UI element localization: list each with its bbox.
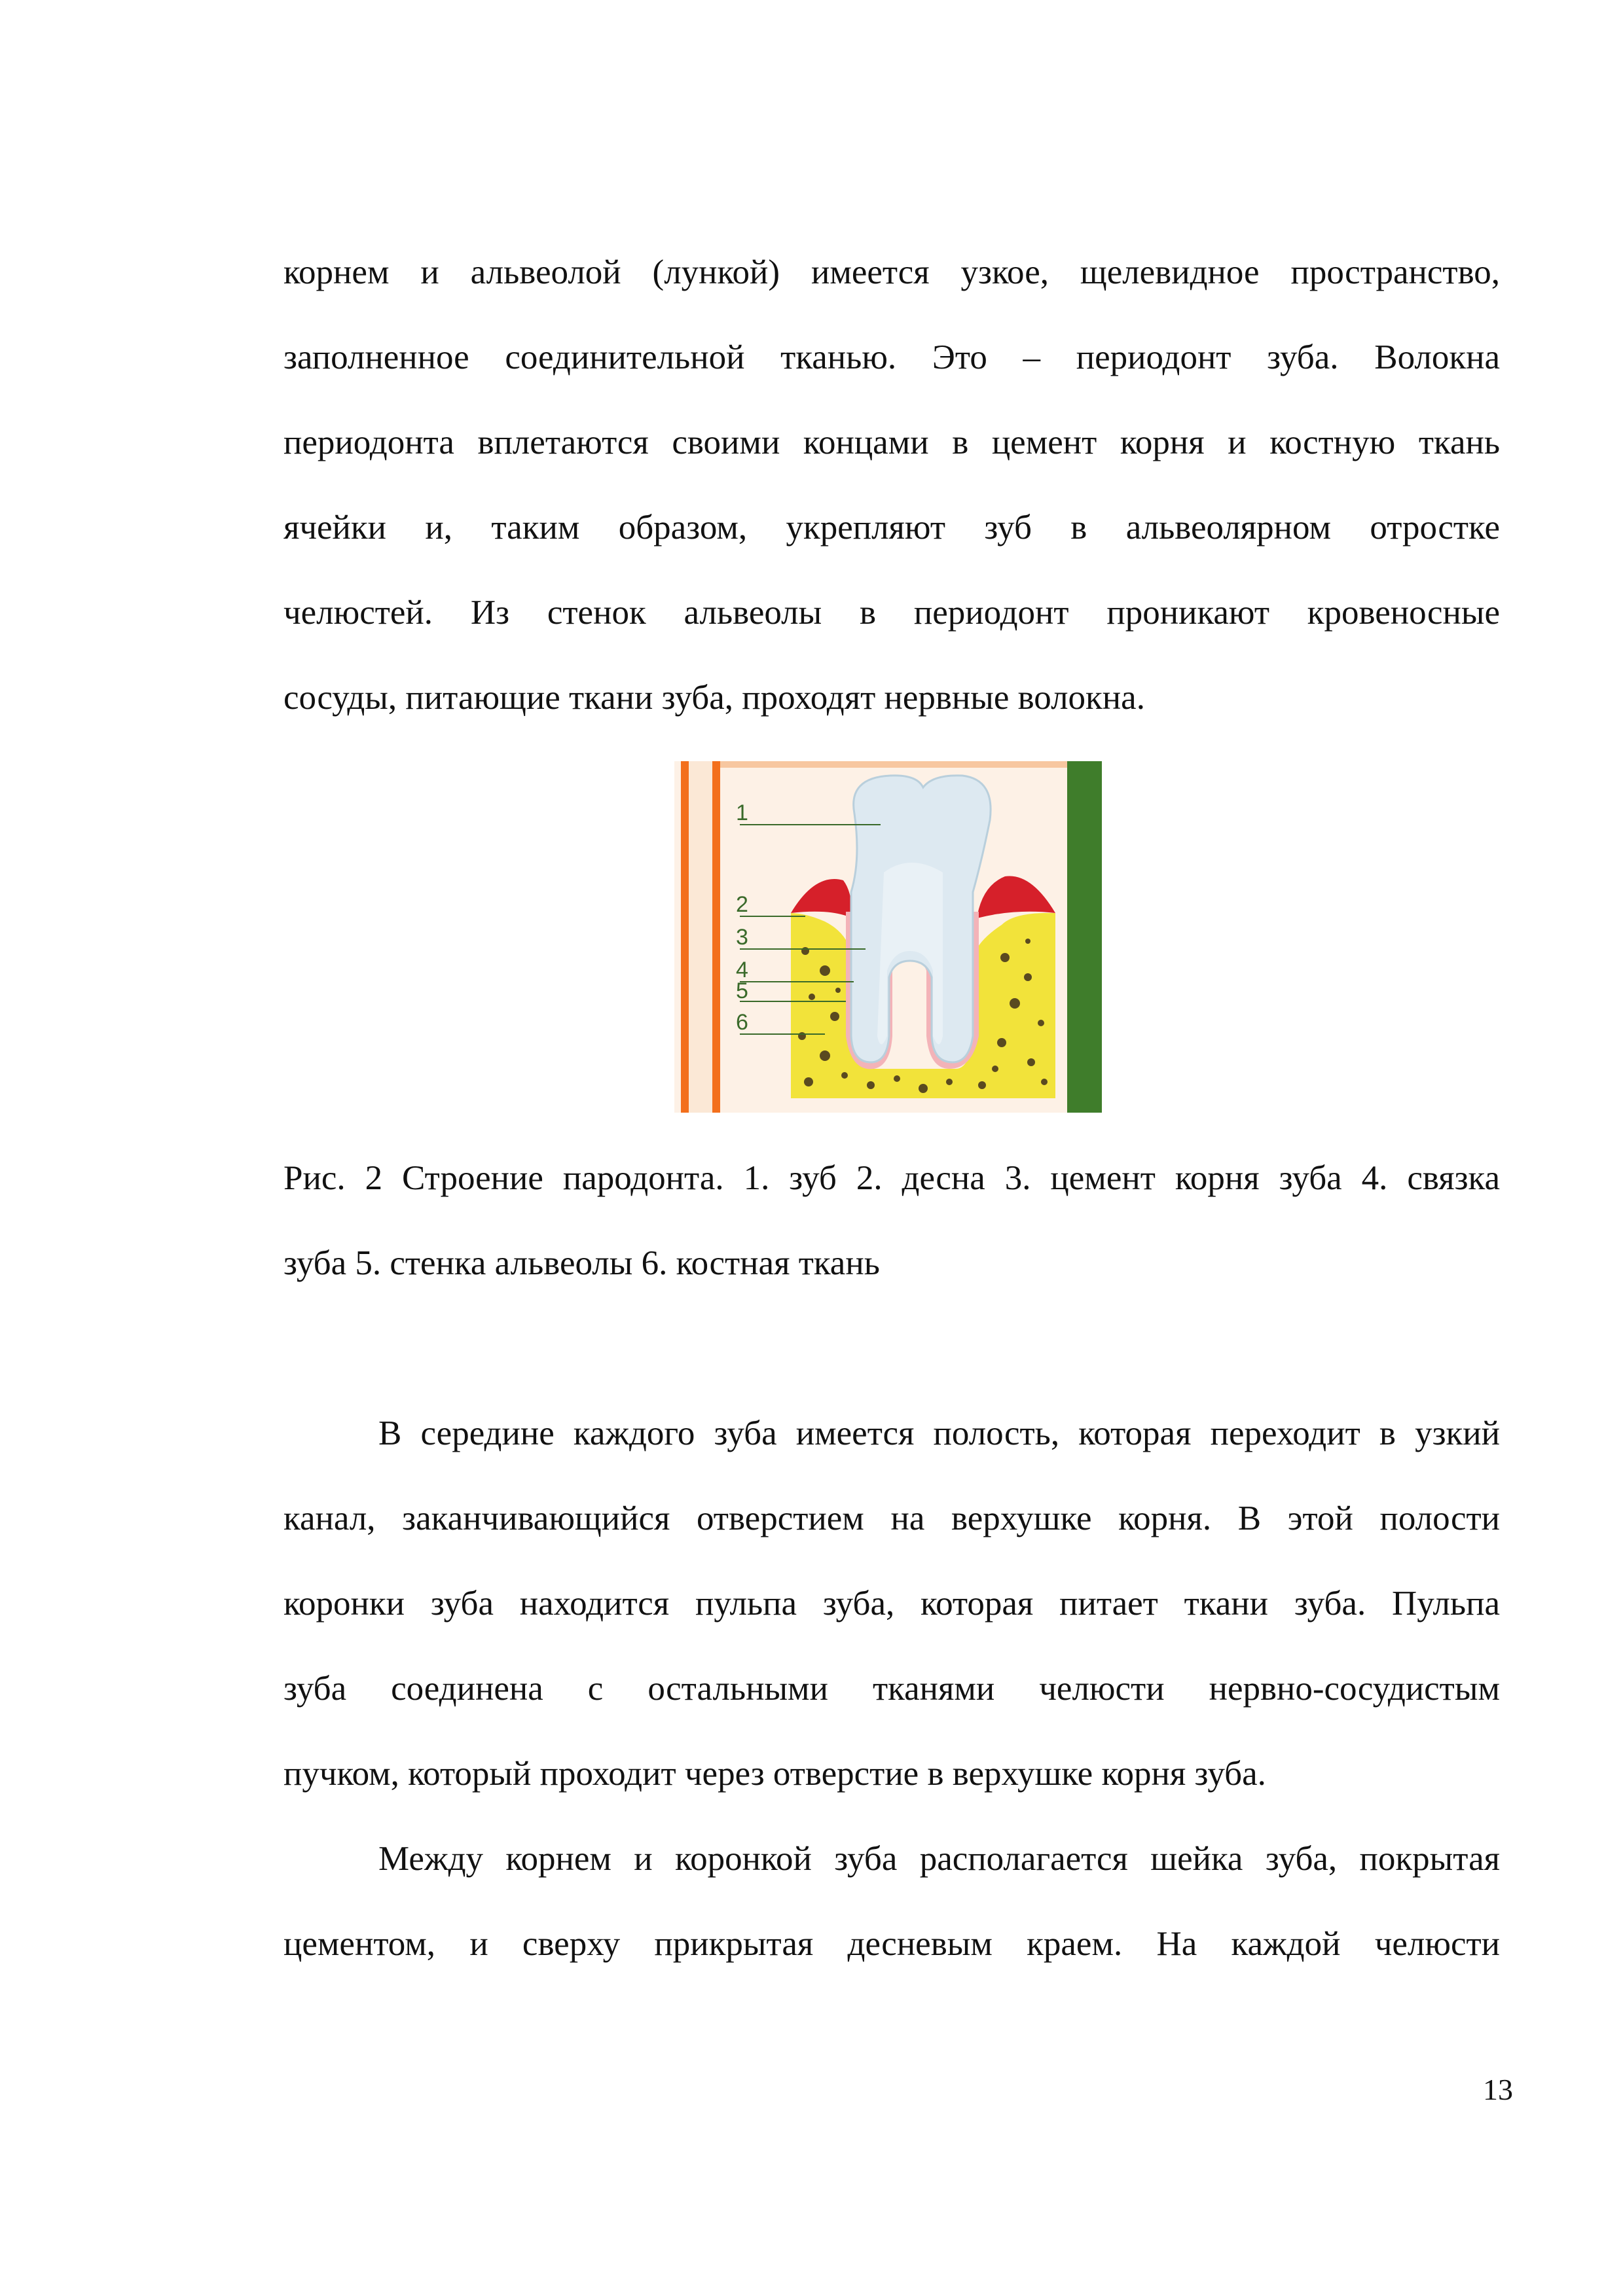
figure-label-5: 5 [736,978,748,1003]
figure-label-1: 1 [736,800,748,825]
text-line: Между корнем и коронкой зуба располагается шейка зуба, покрытая [378,1840,1500,1878]
figure-top-strip [720,761,1067,768]
text-line: зуба соединена с остальными тканями челюсти нервно-сосудистым [283,1670,1500,1708]
text-line: сосуды, питающие ткани зуба, проходят нервные волокна. [283,679,1145,717]
figure-green-border [1067,761,1102,1113]
figure-inner-panel [689,761,712,1113]
text-line: заполненное соединительной тканью. Это – периодонт зуба. Волокна [283,338,1500,376]
figure-label-6: 6 [736,1010,748,1035]
text-line: корнем и альвеолой (лункой) имеется узкое, щелевидное пространство, [283,253,1500,291]
text-line: канал, заканчивающийся отверстием на верхушке корня. В этой полости [283,1499,1500,1537]
caption-line: Рис. 2 Строение пародонта. 1. зуб 2. десна 3. цемент корня зуба 4. связка [283,1159,1500,1197]
page-number: 13 [1483,2073,1513,2106]
figure-label-3: 3 [736,925,748,950]
text-line: периодонта вплетаются своими концами в цемент корня и костную ткань [283,423,1500,461]
periodontium-figure [674,761,1102,1113]
text-line: пучком, который проходит через отверстие в верхушке корня зуба. [283,1755,1266,1793]
text-line: В середине каждого зуба имеется полость, которая переходит в узкий [378,1414,1500,1452]
text-line: челюстей. Из стенок альвеолы в периодонт проникают кровеносные [283,594,1500,632]
text-line: ячейки и, таким образом, укрепляют зуб в альвеолярном отростке [283,509,1500,547]
text-line: коронки зуба находится пульпа зуба, которая питает ткани зуба. Пульпа [283,1585,1500,1623]
figure-label-2: 2 [736,892,748,917]
figure-label-4: 4 [736,958,748,982]
caption-line: зуба 5. стенка альвеолы 6. костная ткань [283,1244,880,1282]
text-line: цементом, и сверху прикрытая десневым краем. На каждой челюсти [283,1925,1500,1963]
